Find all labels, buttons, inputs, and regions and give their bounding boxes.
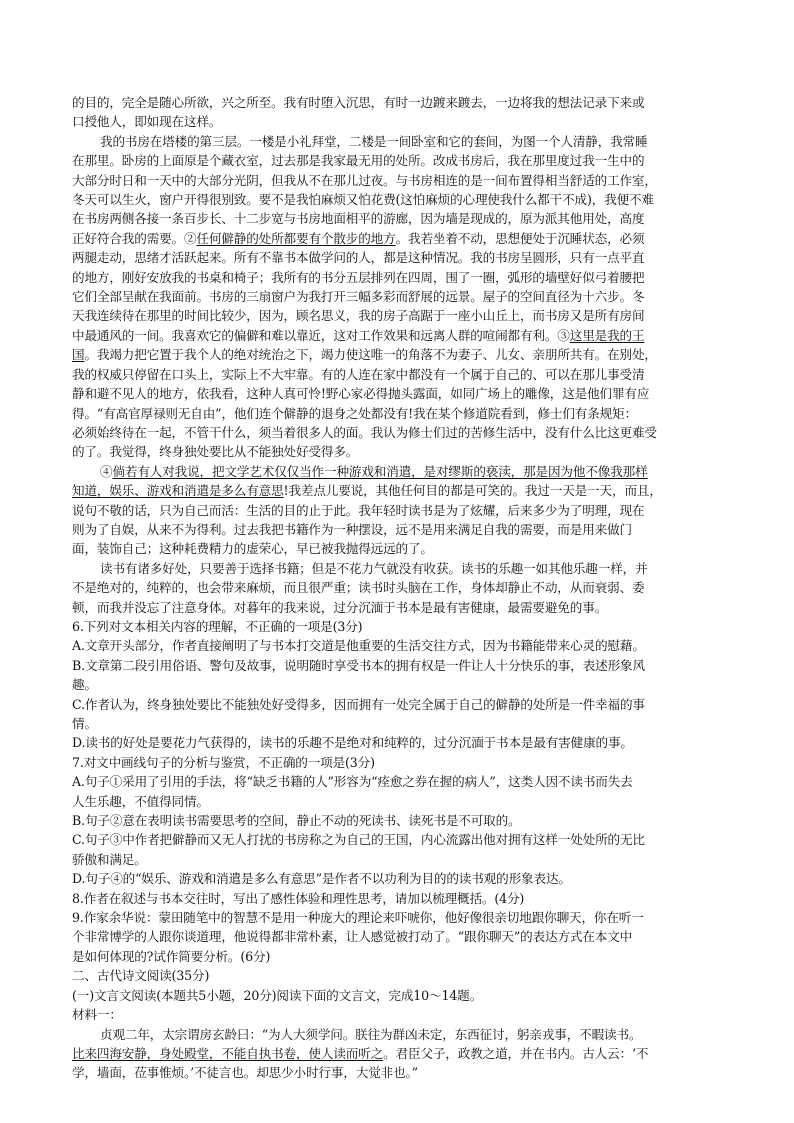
text-line: 顿，而我并没忘了注意身体。对暮年的我来说，过分沉湎于书本是最有害健康，最需要避免的事。 [72,599,608,615]
text-line: 大部分时日和一天中的大部分光阴，但我从不在那儿过夜。与书房相连的是一间布置得相当舒适的工作室， [72,172,657,188]
text-line: 静和避不见人的地方，依我看，这种人真可怜!野心家必得抛头露面，如同广场上的雕像，这是他们罪有应 [72,386,650,402]
underlined-sentence: 比来四海安静，身处殿堂，不能自执书卷，使人读而听之 [72,1045,384,1061]
text-line [72,326,722,345]
option-7a-cont: 人生乐趣，不值得同情。 [72,793,209,809]
option-6d: D.读书的好处是要花力气获得的，读书的乐趣不是绝对和纯粹的，过分沉湎于书本是最有害健康的事。 [72,735,633,751]
text-line [72,481,722,500]
text-line: 不是绝对的，纯粹的，也会带来麻烦，而且很严重；读书时头脑在工作，身体却静止不动，从而衰弱、委 [72,580,645,596]
text-line: 的目的，完全是随心所欲，兴之所至。我有时堕入沉思，有时一边踱来踱去，一边将我的想法记录下来或 [72,95,645,110]
text-line [72,345,722,364]
text-line: 必须始终待在一起，不管干什么，须当着很多人的面。我认为修士们过的苦修生活中，没有什么比这更难受 [72,424,657,440]
paragraph-2 [72,132,722,462]
underlined-sentence-3-end: 国 [72,347,85,363]
text-span: 。我竭力把它置于我个人的绝对统治之下，竭力使这唯一的角落不为妻子、儿女、亲朋所共有。在别处， [84,347,657,363]
option-6b: B.文章第二段引用俗语、警句及故事，说明随时享受书本的拥有权是一件让人十分快乐的事，表述形象风 [72,657,645,673]
text-line [72,229,722,248]
text-line: 说句不敬的话，只为自己而活：生活的目的止于此。我年轻时读书是为了炫耀，后来多少为了明理，现在 [72,502,645,518]
text-line: 得。“有高官厚禄则无自由”，他们连个僻静的退身之处都没有!我在某个修道院看到，修士们有条规矩： [72,405,638,421]
option-7d: D.句子④的“娱乐、游戏和消遣是多么有意思”是作者不以功利为目的的读书观的形象表达。 [72,871,571,887]
underlined-sentence-3: 这里是我的王 [569,327,645,343]
section-2 [72,966,722,1082]
option-6a: A.文章开头部分，作者直接阐明了与书本打交道是他重要的生活交往方式，因为书籍能带来心灵的慰藉。 [72,638,645,654]
question-9: 9.作家余华说：蒙田随笔中的智慧不是用一种庞大的理论来吓唬你，他好像很亲切地跟你聊天，你在听一 [72,910,644,926]
underlined-sentence-4: 倘若有人对我说，把文学艺术仅仅当作一种游戏和消遣，是对缪斯的亵渎，那是因为他不像我那样 [112,463,648,479]
text-line: 读书有诸多好处，只要善于选择书籍；但是不花力气就没有收获。读书的乐趣一如其他乐趣一样，并 [100,560,648,576]
text-span: !我差点儿要说，其他任何目的都是可笑的。我过一天是一天，而且， [283,483,662,499]
question-7-stem: 7.对文中画线句子的分析与鉴赏，不正确的一项是(3分) [72,754,375,770]
text-line: 两腿走动，思绪才活跃起来。所有不靠书本做学问的人，都是这种情况。我的书房呈圆形，只有一点平直 [72,250,645,266]
option-7c: C.句子③中作者把僻静而又无人打扰的书房称之为自己的王国，内心流露出他对拥有这样一处处所的无比 [72,832,645,848]
paragraph-3 [72,462,722,559]
text-line: 冬天可以生火，窗户开得很别致。要不是我怕麻烦又怕花费(这怕麻烦的心理使我什么都干不成)，我便不难 [72,192,654,208]
text-span: 。我若坐着不动，思想便处于沉睡状态，必须 [395,230,645,246]
text-span: 中最通风的一间。我喜欢它的偏僻和难以靠近，这对工作效果和远离人群的喧闹都有利。③ [72,327,570,343]
text-line: 在书房两侧各接一条百步长、十二步宽与书房地面相平的游廊，因为墙是现成的，原为派其他用处，高度 [72,211,645,227]
text-line: 的地方，刚好安放我的书桌和椅子；我所有的书分五层排列在四周，围了一圈，弧形的墙壁好似弓着腰把 [72,269,645,285]
question-9-cont: 个非常博学的人跟你谈道理，他说得都非常朴素，让人感觉被打动了。“跟你聊天”的表达方式在本文中 [72,929,633,945]
text-span: 正好符合我的需要。② [72,230,197,246]
option-6c-cont: 情。 [72,716,97,731]
paragraph-4 [72,559,722,617]
text-line: 口授他人，即如现在这样。 [72,114,222,130]
text-span: ④ [100,463,113,479]
option-6b-cont: 趣。 [72,677,97,693]
document-page [72,93,722,1083]
material-label: 材料一： [72,1007,122,1023]
question-9-cont: 是如何体现的?试作简要分析。(6分) [72,948,271,964]
text-line: 我的权威只停留在口头上，实际上不大牢靠。有的人连在家中都没有一个属于自己的、可以在那儿事受清 [72,366,645,382]
text-line [72,462,722,481]
text-line: 贞观二年，太宗谓房玄龄曰：“为人大须学问。朕往为群凶未定，东西征讨，躬亲戎事，不暇读书。 [100,1026,642,1042]
text-span: 。君臣父子，政教之道，并在书内。古人云：‘不 [383,1045,649,1061]
questions-6-9 [72,617,722,966]
text-line: 学，墙面，莅事惟烦。’不徒言也。却思少小时行事，大觉非也。” [72,1065,418,1081]
subsection-heading: (一)文言文阅读(本题共5小题，20分)阅读下面的文言文，完成10～14题。 [72,987,483,1003]
paragraph-1 [72,93,722,132]
text-line [72,1044,722,1063]
question-8: 8.作者在叙述与书本交往时，写出了感性体验和理性思考，请加以梳理概括。(4分) [72,890,525,906]
text-line: 我的书房在塔楼的第三层。一楼是小礼拜堂，二楼是一间卧室和它的套间，为图一个人清静，我常睡 [100,133,648,149]
option-6c: C.作者认为，终身独处要比不能独处好受得多，因而拥有一处完全属于自己的僻静的处所是一件幸福的事 [72,696,645,712]
text-line: 天我连续待在那里的时间比较少，因为，顾名思义，我的房子高踞于一座小山丘上，而书房又是所有房间 [72,308,645,324]
option-7c-cont: 骄傲和满足。 [72,851,147,867]
question-6-stem: 6.下列对文本相关内容的理解，不正确的一项是(3分) [72,618,363,634]
text-line: 则为了自娱，从来不为得利。过去我把书籍作为一种摆设，远不是用来满足自我的需要，而是用来做门 [72,521,632,537]
text-line: 的了。我觉得，终身独处要比从不能独处好受得多。 [72,444,359,460]
underlined-sentence-4-end: 知道，娱乐、游戏和消遣是多么有意思 [72,483,284,499]
text-line: 面，装饰自己；这种耗费精力的虚荣心，早已被我抛得远远的了。 [72,541,433,557]
underlined-sentence-2: 任何僻静的处所都要有个散步的地方 [196,230,396,246]
option-7a: A.句子①采用了引用的手法，将“缺乏书籍的人”形容为“痊愈之券在握的病人”，这类人因不读书而失去 [72,774,633,790]
text-line: 在那里。卧房的上面原是个藏衣室，过去那是我家最无用的处所。改成书房后，我在那里度过我一生中的 [72,153,645,169]
section-heading: 二、古代诗文阅读(35分) [72,968,210,984]
text-line: 它们全部呈献在我面前。书房的三扇窗户为我打开三幅多彩而舒展的远景。屋子的空间直径为十六步。冬 [72,289,645,305]
option-7b: B.句子②意在表明读书需要思考的空间，静止不动的死读书、读死书是不可取的。 [72,813,521,829]
